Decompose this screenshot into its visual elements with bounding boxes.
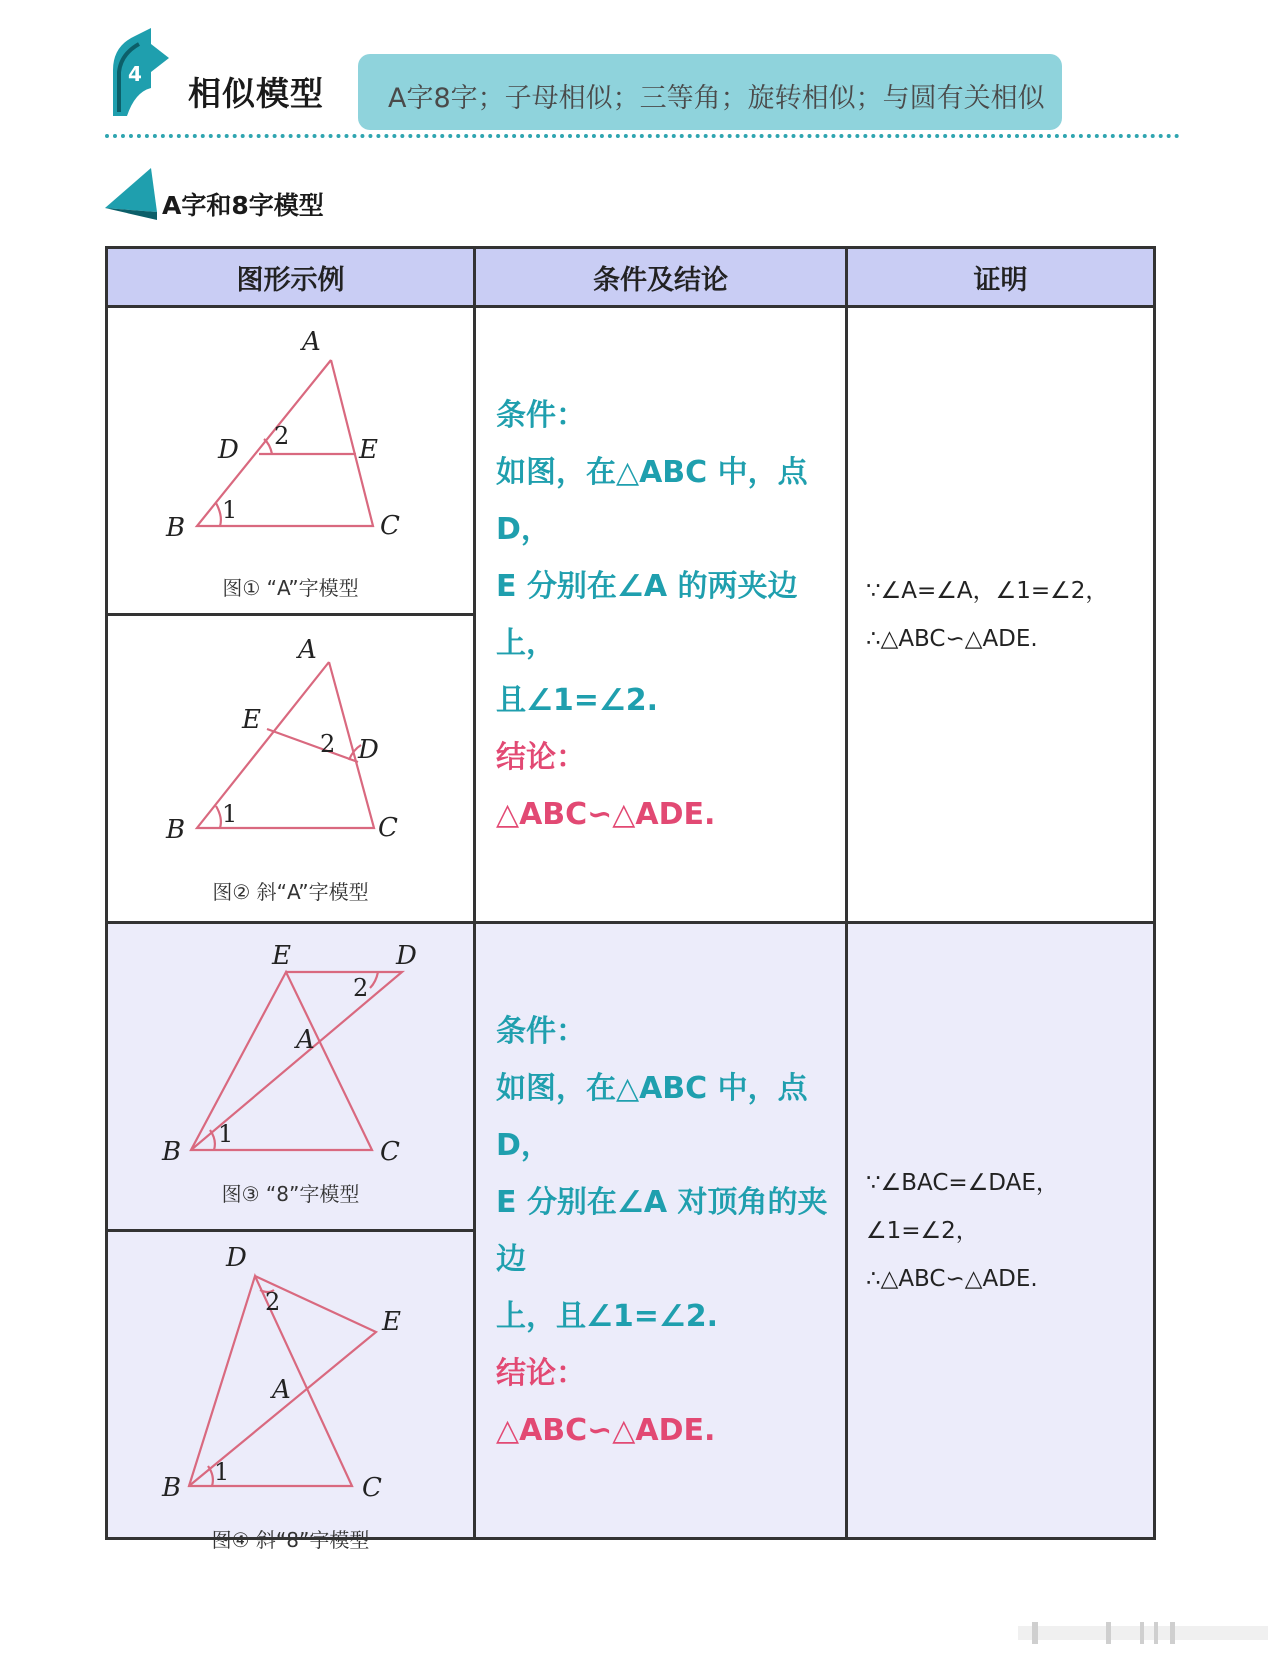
condition-cell-2 (475, 923, 847, 1539)
condition-line: E 分别在∠A 对顶角的夹边 (496, 1184, 828, 1277)
figure-caption: 图③ “8”字模型 (221, 1182, 360, 1206)
figure-cell-2 (107, 615, 475, 923)
condition-line: 且∠1=∠2. (496, 682, 659, 718)
section-title: A字和8字模型 (162, 191, 324, 220)
label-C: C (380, 511, 400, 541)
section-heading (105, 168, 505, 228)
condition-line: 如图，在△ABC 中，点 D， (496, 454, 808, 547)
angle-1-label: 1 (218, 1120, 234, 1148)
label-E: E (272, 941, 291, 971)
angle-1-label: 1 (222, 496, 238, 524)
conclusion-label: 结论： (496, 1355, 586, 1391)
model-table (105, 246, 1156, 1552)
label-A: A (302, 327, 321, 357)
proof-line: ∴△ABC∽△ADE. (866, 625, 1038, 652)
label-C: C (362, 1473, 382, 1503)
proof-cell-1 (847, 307, 1155, 923)
angle-1-label: 1 (222, 800, 238, 828)
label-E: E (359, 435, 378, 465)
condition-label: 条件： (496, 397, 586, 433)
label-C: C (380, 1137, 400, 1167)
topic-banner (358, 54, 1062, 130)
proof-line: ∵∠A=∠A，∠1=∠2， (866, 577, 1109, 604)
condition-line: 上，且∠1=∠2. (496, 1298, 719, 1334)
label-D: D (218, 435, 239, 465)
table-header-row (107, 248, 1155, 307)
label-B: B (166, 513, 186, 543)
figure-caption: 图② 斜“A”字模型 (212, 880, 369, 904)
figure-cell-1 (107, 307, 475, 615)
figure-caption: 图④ 斜“8”字模型 (211, 1528, 370, 1552)
angle-1-label: 1 (214, 1458, 230, 1486)
label-D: D (396, 941, 417, 971)
conclusion-text: △ABC∽△ADE. (496, 1412, 716, 1448)
proof-line: ∴△ABC∽△ADE. (866, 1265, 1038, 1292)
conclusion-label: 结论： (496, 739, 586, 775)
angle-2-label: 2 (353, 974, 369, 1002)
label-E: E (382, 1307, 401, 1337)
label-B: B (162, 1473, 182, 1503)
label-A: A (296, 1025, 315, 1055)
angle-2-label: 2 (320, 730, 336, 758)
page-header (0, 0, 1280, 150)
label-D: D (226, 1243, 247, 1273)
label-A: A (272, 1375, 291, 1405)
header-figure: 图形示例 (107, 248, 475, 307)
label-E: E (242, 705, 261, 735)
angle-2-label: 2 (274, 422, 290, 450)
proof-line: ∵∠BAC=∠DAE， (866, 1169, 1059, 1196)
label-A: A (298, 635, 317, 665)
a-model-figure (108, 308, 476, 613)
proof-cell-2 (847, 923, 1155, 1539)
label-C: C (378, 813, 398, 843)
oblique-eight-model-figure (108, 1232, 476, 1557)
figure-cell-4 (107, 1231, 475, 1552)
header-proof: 证明 (847, 248, 1155, 307)
header-divider (105, 134, 1180, 138)
section-triangle-icon (105, 168, 165, 224)
table-row (107, 923, 1155, 1231)
label-B: B (166, 815, 186, 845)
figure-cell-3 (107, 923, 475, 1231)
page-title: 相似模型 (188, 74, 324, 113)
condition-line: 如图，在△ABC 中，点 D， (496, 1070, 808, 1163)
topic-list: A字8字；子母相似；三等角；旋转相似；与圆有关相似 (388, 83, 1045, 114)
chapter-number: 4 (128, 62, 142, 86)
proof-line: ∠1=∠2， (866, 1217, 979, 1244)
condition-line: E 分别在∠A 的两夹边上， (496, 568, 798, 661)
label-B: B (162, 1137, 182, 1167)
label-D: D (358, 735, 379, 765)
table-row (107, 307, 1155, 615)
watermark-icon (1018, 1620, 1268, 1646)
conclusion-text: △ABC∽△ADE. (496, 796, 716, 832)
figure-caption: 图① “A”字模型 (222, 576, 359, 600)
condition-label: 条件： (496, 1013, 586, 1049)
header-condition: 条件及结论 (475, 248, 847, 307)
condition-cell-1 (475, 307, 847, 923)
angle-2-label: 2 (265, 1288, 281, 1316)
